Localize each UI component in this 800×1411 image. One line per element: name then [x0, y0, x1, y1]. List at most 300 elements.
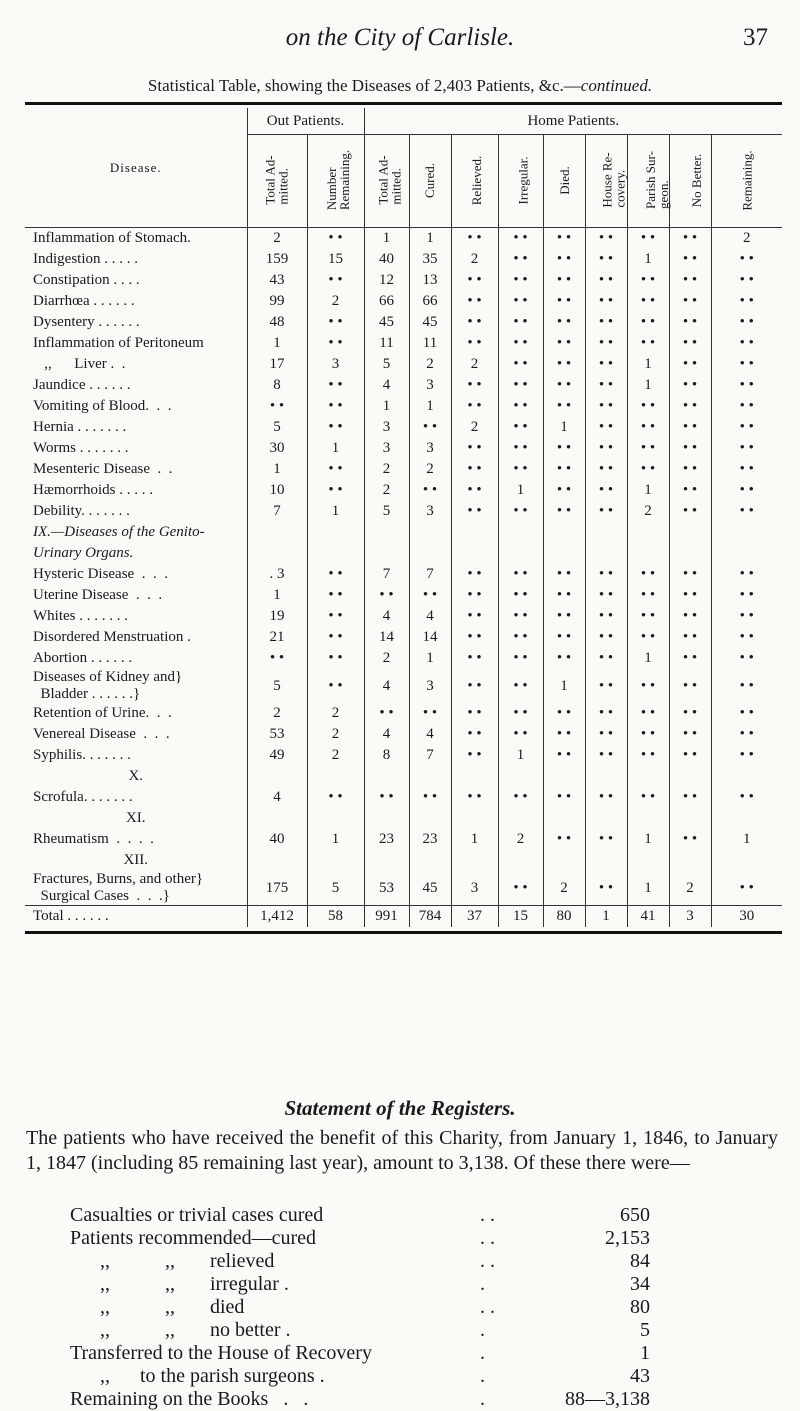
value-cell: • •: [669, 480, 711, 501]
value-cell: • •: [543, 627, 585, 648]
empty-cell: [711, 850, 782, 871]
disease-name: Total . . . . . .: [25, 906, 247, 928]
value-cell: • •: [451, 669, 498, 703]
value-cell: • •: [498, 871, 543, 906]
disease-name-line: Bladder . . . . . .}: [33, 686, 141, 702]
empty-cell: [627, 850, 669, 871]
disease-name: Vomiting of Blood. . .: [33, 398, 172, 414]
value-cell: • •: [711, 396, 782, 417]
value-cell: • •: [543, 829, 585, 850]
disease-name: Jaundice . . . . . .: [33, 377, 131, 393]
value-cell: • •: [307, 417, 364, 438]
value-cell: 2: [247, 703, 307, 724]
register-label: Casualties or trivial cases cured: [70, 1204, 324, 1226]
value-cell: • •: [451, 787, 498, 808]
value-cell: 30: [711, 906, 782, 928]
value-cell: • •: [669, 270, 711, 291]
table-row: [25, 606, 782, 627]
value-cell: • •: [711, 501, 782, 522]
value-cell: 4: [409, 606, 451, 627]
table-row: [25, 648, 782, 669]
value-cell: • •: [498, 627, 543, 648]
value-cell: • •: [669, 703, 711, 724]
empty-cell: [669, 766, 711, 787]
value-cell: • •: [585, 724, 627, 745]
empty-cell: [543, 850, 585, 871]
value-cell: 53: [364, 871, 409, 906]
value-cell: • •: [307, 669, 364, 703]
disease-name: Debility. . . . . . .: [33, 503, 130, 519]
value-cell: • •: [669, 745, 711, 766]
value-cell: 1: [498, 745, 543, 766]
value-cell: • •: [307, 396, 364, 417]
value-cell: 7: [409, 745, 451, 766]
value-cell: 15: [307, 249, 364, 270]
empty-cell: [585, 808, 627, 829]
empty-cell: [451, 522, 498, 543]
value-cell: 4: [247, 787, 307, 808]
empty-cell: [585, 766, 627, 787]
table-row: [25, 724, 782, 745]
table-row: [25, 627, 782, 648]
empty-cell: [409, 850, 451, 871]
value-cell: • •: [669, 417, 711, 438]
disease-name: [25, 871, 247, 906]
value-cell: • •: [451, 270, 498, 291]
empty-cell: [409, 808, 451, 829]
empty-cell: [498, 850, 543, 871]
value-cell: • •: [498, 228, 543, 250]
value-cell: 19: [247, 606, 307, 627]
value-cell: 2: [451, 417, 498, 438]
value-cell: • •: [498, 724, 543, 745]
value-cell: • •: [543, 480, 585, 501]
table-row: [25, 312, 782, 333]
register-item: [70, 1227, 650, 1250]
value-cell: • •: [711, 417, 782, 438]
value-cell: • •: [585, 375, 627, 396]
value-cell: • •: [711, 606, 782, 627]
column-header: [409, 135, 451, 228]
empty-cell: [669, 850, 711, 871]
value-cell: 7: [247, 501, 307, 522]
table-row: [25, 249, 782, 270]
value-cell: • •: [627, 438, 669, 459]
value-cell: • •: [498, 787, 543, 808]
table-row: [25, 564, 782, 585]
value-cell: 2: [307, 745, 364, 766]
value-cell: • •: [498, 606, 543, 627]
value-cell: • •: [364, 787, 409, 808]
register-item: [70, 1342, 650, 1365]
value-cell: • •: [585, 249, 627, 270]
table-row: [25, 543, 782, 564]
out-patients-header: Out Patients.: [247, 108, 364, 135]
value-cell: • •: [711, 871, 782, 906]
empty-cell: [543, 808, 585, 829]
column-header: [627, 135, 669, 228]
value-cell: 1: [711, 829, 782, 850]
value-cell: • •: [711, 354, 782, 375]
table-row: [25, 585, 782, 606]
value-cell: • •: [669, 724, 711, 745]
value-cell: 80: [543, 906, 585, 928]
value-cell: 66: [409, 291, 451, 312]
value-cell: • •: [585, 606, 627, 627]
empty-cell: [498, 766, 543, 787]
value-cell: • •: [669, 375, 711, 396]
value-cell: • •: [498, 669, 543, 703]
value-cell: 48: [247, 312, 307, 333]
value-cell: • •: [669, 312, 711, 333]
value-cell: 4: [364, 606, 409, 627]
column-header: [711, 135, 782, 228]
value-cell: 2: [669, 871, 711, 906]
empty-cell: [451, 850, 498, 871]
empty-cell: [585, 522, 627, 543]
empty-cell: [627, 766, 669, 787]
register-value: 43: [630, 1365, 650, 1387]
value-cell: 175: [247, 871, 307, 906]
value-cell: • •: [669, 354, 711, 375]
table-row: [25, 829, 782, 850]
disease-name: Abortion . . . . . .: [33, 650, 133, 666]
empty-cell: [364, 766, 409, 787]
value-cell: 1: [585, 906, 627, 928]
value-cell: 2: [364, 480, 409, 501]
value-cell: • •: [307, 333, 364, 354]
value-cell: • •: [307, 585, 364, 606]
value-cell: • •: [585, 291, 627, 312]
empty-cell: [543, 543, 585, 564]
value-cell: 13: [409, 270, 451, 291]
column-header: [498, 135, 543, 228]
register-leader: .: [480, 1319, 485, 1341]
value-cell: 1: [247, 585, 307, 606]
register-leader: . .: [480, 1250, 495, 1272]
column-header: [247, 135, 307, 228]
value-cell: 4: [364, 724, 409, 745]
value-cell: • •: [585, 417, 627, 438]
value-cell: • •: [669, 627, 711, 648]
value-cell: 10: [247, 480, 307, 501]
register-label: ,, ,, no better .: [70, 1319, 291, 1341]
value-cell: • •: [451, 291, 498, 312]
value-cell: • •: [669, 459, 711, 480]
value-cell: • •: [669, 669, 711, 703]
value-cell: • •: [627, 417, 669, 438]
empty-cell: [364, 522, 409, 543]
value-cell: 1: [627, 829, 669, 850]
column-header: [364, 135, 409, 228]
value-cell: 2: [451, 249, 498, 270]
value-cell: • •: [711, 291, 782, 312]
value-cell: • •: [498, 312, 543, 333]
value-cell: • •: [543, 354, 585, 375]
value-cell: • •: [585, 354, 627, 375]
value-cell: • •: [627, 564, 669, 585]
empty-cell: [627, 522, 669, 543]
value-cell: • •: [543, 249, 585, 270]
value-cell: • •: [711, 787, 782, 808]
disease-name: Constipation . . . .: [33, 272, 140, 288]
value-cell: 5: [364, 501, 409, 522]
table-row: [25, 871, 782, 906]
register-value: 1: [640, 1342, 650, 1364]
register-item: [70, 1388, 650, 1411]
register-label: ,, to the parish surgeons .: [70, 1365, 325, 1387]
table-row: [25, 745, 782, 766]
disease-name: [25, 669, 247, 703]
value-cell: • •: [498, 564, 543, 585]
value-cell: • •: [627, 333, 669, 354]
empty-cell: [247, 808, 307, 829]
value-cell: • •: [498, 396, 543, 417]
table-row: [25, 669, 782, 703]
disease-name: Inflammation of Stomach.: [33, 230, 191, 246]
value-cell: • •: [585, 312, 627, 333]
value-cell: • •: [627, 703, 669, 724]
value-cell: 2: [498, 829, 543, 850]
register-item: [70, 1250, 650, 1273]
empty-cell: [364, 850, 409, 871]
value-cell: 45: [409, 312, 451, 333]
value-cell: 159: [247, 249, 307, 270]
value-cell: • •: [543, 438, 585, 459]
disease-name: Hernia . . . . . . .: [33, 419, 127, 435]
value-cell: 8: [247, 375, 307, 396]
value-cell: • •: [307, 606, 364, 627]
value-cell: • •: [627, 606, 669, 627]
value-cell: • •: [669, 333, 711, 354]
value-cell: • •: [669, 829, 711, 850]
value-cell: • •: [585, 459, 627, 480]
value-cell: 2: [409, 459, 451, 480]
value-cell: • •: [627, 291, 669, 312]
value-cell: 2: [247, 228, 307, 250]
value-cell: • •: [585, 480, 627, 501]
value-cell: • •: [451, 312, 498, 333]
value-cell: • •: [451, 703, 498, 724]
value-cell: • •: [711, 669, 782, 703]
value-cell: 7: [409, 564, 451, 585]
value-cell: 5: [247, 417, 307, 438]
value-cell: 2: [307, 703, 364, 724]
register-item: [70, 1296, 650, 1319]
value-cell: • •: [711, 648, 782, 669]
value-cell: • •: [451, 375, 498, 396]
value-cell: • •: [711, 312, 782, 333]
value-cell: 1: [364, 396, 409, 417]
empty-cell: [585, 850, 627, 871]
register-label: ,, ,, died: [70, 1296, 245, 1318]
value-cell: • •: [451, 724, 498, 745]
disease-name: Dysentery . . . . . .: [33, 314, 140, 330]
value-cell: • •: [585, 745, 627, 766]
value-cell: • •: [627, 228, 669, 250]
value-cell: • •: [543, 585, 585, 606]
value-cell: • •: [543, 606, 585, 627]
value-cell: • •: [409, 417, 451, 438]
value-cell: • •: [585, 438, 627, 459]
value-cell: • •: [585, 787, 627, 808]
value-cell: • •: [543, 291, 585, 312]
disease-name: Uterine Disease . . .: [33, 587, 163, 603]
empty-cell: [247, 522, 307, 543]
value-cell: • •: [627, 312, 669, 333]
value-cell: 4: [364, 375, 409, 396]
register-label: ,, ,, irregular .: [70, 1273, 289, 1295]
empty-cell: [307, 543, 364, 564]
empty-cell: [627, 808, 669, 829]
register-value: 2,153: [605, 1227, 650, 1249]
value-cell: 4: [364, 669, 409, 703]
value-cell: • •: [711, 438, 782, 459]
value-cell: 1: [627, 480, 669, 501]
value-cell: • •: [409, 480, 451, 501]
page-header: [0, 22, 800, 62]
disease-name: Inflammation of Peritoneum: [33, 335, 204, 351]
value-cell: • •: [669, 585, 711, 606]
value-cell: • •: [543, 501, 585, 522]
section-heading: XI.: [125, 810, 146, 826]
column-header-label: House Re- covery.: [599, 151, 628, 208]
table-row: [25, 850, 782, 871]
value-cell: 1: [409, 648, 451, 669]
table-row: [25, 354, 782, 375]
value-cell: • •: [409, 787, 451, 808]
value-cell: • •: [585, 396, 627, 417]
value-cell: 3: [409, 438, 451, 459]
value-cell: 2: [711, 228, 782, 250]
value-cell: 2: [364, 648, 409, 669]
value-cell: 3: [409, 375, 451, 396]
value-cell: 3: [451, 871, 498, 906]
disease-column-header: Disease.: [25, 108, 247, 228]
register-leader: . .: [480, 1204, 495, 1226]
value-cell: 2: [364, 459, 409, 480]
column-header-label: Irregular.: [515, 155, 531, 205]
empty-cell: [585, 543, 627, 564]
disease-name: Syphilis. . . . . . .: [33, 747, 131, 763]
register-leader: . .: [480, 1227, 495, 1249]
register-leader: . .: [480, 1296, 495, 1318]
value-cell: • •: [451, 585, 498, 606]
value-cell: 1: [627, 648, 669, 669]
value-cell: • •: [498, 585, 543, 606]
value-cell: • •: [498, 459, 543, 480]
value-cell: 2: [627, 501, 669, 522]
value-cell: 17: [247, 354, 307, 375]
value-cell: 4: [409, 724, 451, 745]
value-cell: 1: [247, 459, 307, 480]
value-cell: 1: [543, 417, 585, 438]
column-header-label: Died.: [556, 165, 572, 195]
value-cell: 66: [364, 291, 409, 312]
value-cell: 99: [247, 291, 307, 312]
column-header-label: Cured.: [422, 162, 438, 198]
value-cell: 58: [307, 906, 364, 928]
value-cell: 1: [307, 829, 364, 850]
empty-cell: [451, 543, 498, 564]
value-cell: • •: [585, 648, 627, 669]
empty-cell: [247, 543, 307, 564]
value-cell: • •: [307, 375, 364, 396]
caption-continued: continued.: [580, 76, 653, 95]
value-cell: 2: [543, 871, 585, 906]
disease-name: Disordered Menstruation .: [33, 629, 191, 645]
column-header: [585, 135, 627, 228]
value-cell: • •: [498, 270, 543, 291]
value-cell: • •: [711, 627, 782, 648]
value-cell: • •: [409, 585, 451, 606]
empty-cell: [711, 766, 782, 787]
value-cell: • •: [585, 829, 627, 850]
section-heading: Urinary Organs.: [33, 545, 134, 561]
value-cell: • •: [498, 417, 543, 438]
section-heading: XII.: [123, 852, 149, 868]
disease-name: Mesenteric Disease . .: [33, 461, 173, 477]
register-value: 84: [630, 1250, 650, 1272]
register-item: [70, 1204, 650, 1227]
value-cell: 3: [364, 417, 409, 438]
value-cell: • •: [307, 648, 364, 669]
value-cell: 1: [307, 438, 364, 459]
register-leader: .: [480, 1388, 485, 1410]
empty-cell: [669, 522, 711, 543]
value-cell: • •: [669, 501, 711, 522]
disease-name: Scrofula. . . . . . .: [33, 789, 133, 805]
value-cell: • •: [543, 648, 585, 669]
value-cell: • •: [543, 703, 585, 724]
value-cell: • •: [451, 459, 498, 480]
value-cell: • •: [451, 501, 498, 522]
empty-cell: [498, 543, 543, 564]
value-cell: • •: [498, 249, 543, 270]
value-cell: • •: [543, 375, 585, 396]
value-cell: • •: [627, 270, 669, 291]
register-leader: .: [480, 1342, 485, 1364]
value-cell: • •: [669, 606, 711, 627]
table-row: [25, 375, 782, 396]
value-cell: • •: [498, 648, 543, 669]
section-heading: IX.—Diseases of the Genito-: [33, 524, 205, 540]
table-row: [25, 228, 782, 250]
value-cell: 1: [364, 228, 409, 250]
value-cell: • •: [451, 648, 498, 669]
register-value: 34: [630, 1273, 650, 1295]
empty-cell: [498, 808, 543, 829]
value-cell: 14: [409, 627, 451, 648]
value-cell: • •: [627, 745, 669, 766]
value-cell: 12: [364, 270, 409, 291]
column-header-label: Relieved.: [468, 155, 484, 205]
value-cell: 1: [627, 354, 669, 375]
register-value: 5: [640, 1319, 650, 1341]
value-cell: 1: [498, 480, 543, 501]
value-cell: • •: [627, 724, 669, 745]
value-cell: . 3: [247, 564, 307, 585]
value-cell: 43: [247, 270, 307, 291]
register-label: Transferred to the House of Recovery: [70, 1342, 372, 1364]
register-item: [70, 1365, 650, 1388]
column-header: [307, 135, 364, 228]
disease-name-line: Fractures, Burns, and other}: [33, 871, 204, 887]
value-cell: 8: [364, 745, 409, 766]
value-cell: • •: [307, 312, 364, 333]
register-leader: .: [480, 1273, 485, 1295]
value-cell: 1: [451, 829, 498, 850]
